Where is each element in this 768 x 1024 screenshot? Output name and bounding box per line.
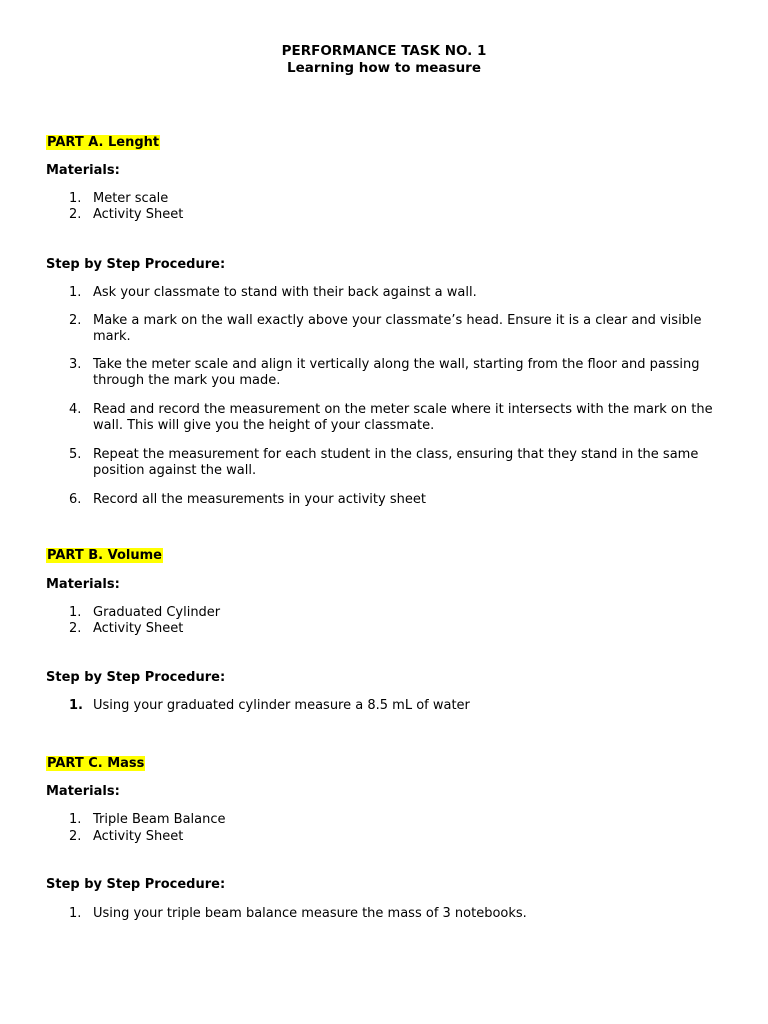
page-title: PERFORMANCE TASK NO. 1 [281, 43, 487, 59]
part-a-procedure-label: Step by Step Procedure: [46, 257, 226, 272]
part-c-heading-text: PART C. Mass [47, 756, 145, 771]
step-text: Ask your classmate to stand with their back against a wall. [93, 285, 477, 300]
part-a-materials-label: Materials: [46, 163, 120, 178]
step-number: 1. [69, 285, 82, 300]
list-item-text: Graduated Cylinder [93, 605, 221, 620]
step-text: Read and record the measurement on the meter scale where it intersects with the mark on the wall. This will give you the height of your classmate. [93, 402, 713, 433]
list-item-number: 2. [69, 829, 82, 844]
list-item-number: 2. [69, 621, 82, 636]
step-number: 4. [69, 402, 82, 417]
page-subtitle: Learning how to measure [286, 60, 482, 76]
part-c-heading [46, 756, 145, 771]
list-item-text: Meter scale [93, 191, 169, 206]
part-a-heading-text: PART A. Lenght [47, 135, 160, 150]
step-number: 5. [69, 447, 82, 462]
part-b-heading [46, 548, 163, 563]
step-number: 2. [69, 313, 82, 328]
part-b-heading-text: PART B. Volume [47, 548, 162, 563]
part-a-heading [46, 135, 160, 150]
step-text: Record all the measurements in your activity sheet [93, 492, 426, 507]
step-number: 1. [69, 906, 82, 921]
step-text: Using your graduated cylinder measure a 8.5 mL of water [93, 698, 470, 713]
step-number: 1. [69, 698, 83, 713]
part-b-materials-label: Materials: [46, 577, 120, 592]
step-text: Make a mark on the wall exactly above your classmate’s head. Ensure it is a clear and visible mark. [93, 313, 702, 344]
list-item-text: Activity Sheet [93, 621, 184, 636]
list-item-number: 1. [69, 812, 82, 827]
step-text: Using your triple beam balance measure the mass of 3 notebooks. [93, 906, 527, 921]
list-item-text: Activity Sheet [93, 207, 184, 222]
part-c-procedure-label: Step by Step Procedure: [46, 877, 226, 892]
list-item-number: 1. [69, 191, 82, 206]
part-b-procedure-label: Step by Step Procedure: [46, 670, 226, 685]
step-number: 6. [69, 492, 82, 507]
list-item-number: 2. [69, 207, 82, 222]
step-text: Take the meter scale and align it vertically along the wall, starting from the floor and passing through the mark you made. [93, 357, 700, 388]
list-item-text: Activity Sheet [93, 829, 184, 844]
step-number: 3. [69, 357, 82, 372]
list-item-number: 1. [69, 605, 82, 620]
part-c-materials-label: Materials: [46, 784, 120, 799]
step-text: Repeat the measurement for each student in the class, ensuring that they stand in the same position against the wall. [93, 447, 699, 478]
list-item-text: Triple Beam Balance [93, 812, 226, 827]
